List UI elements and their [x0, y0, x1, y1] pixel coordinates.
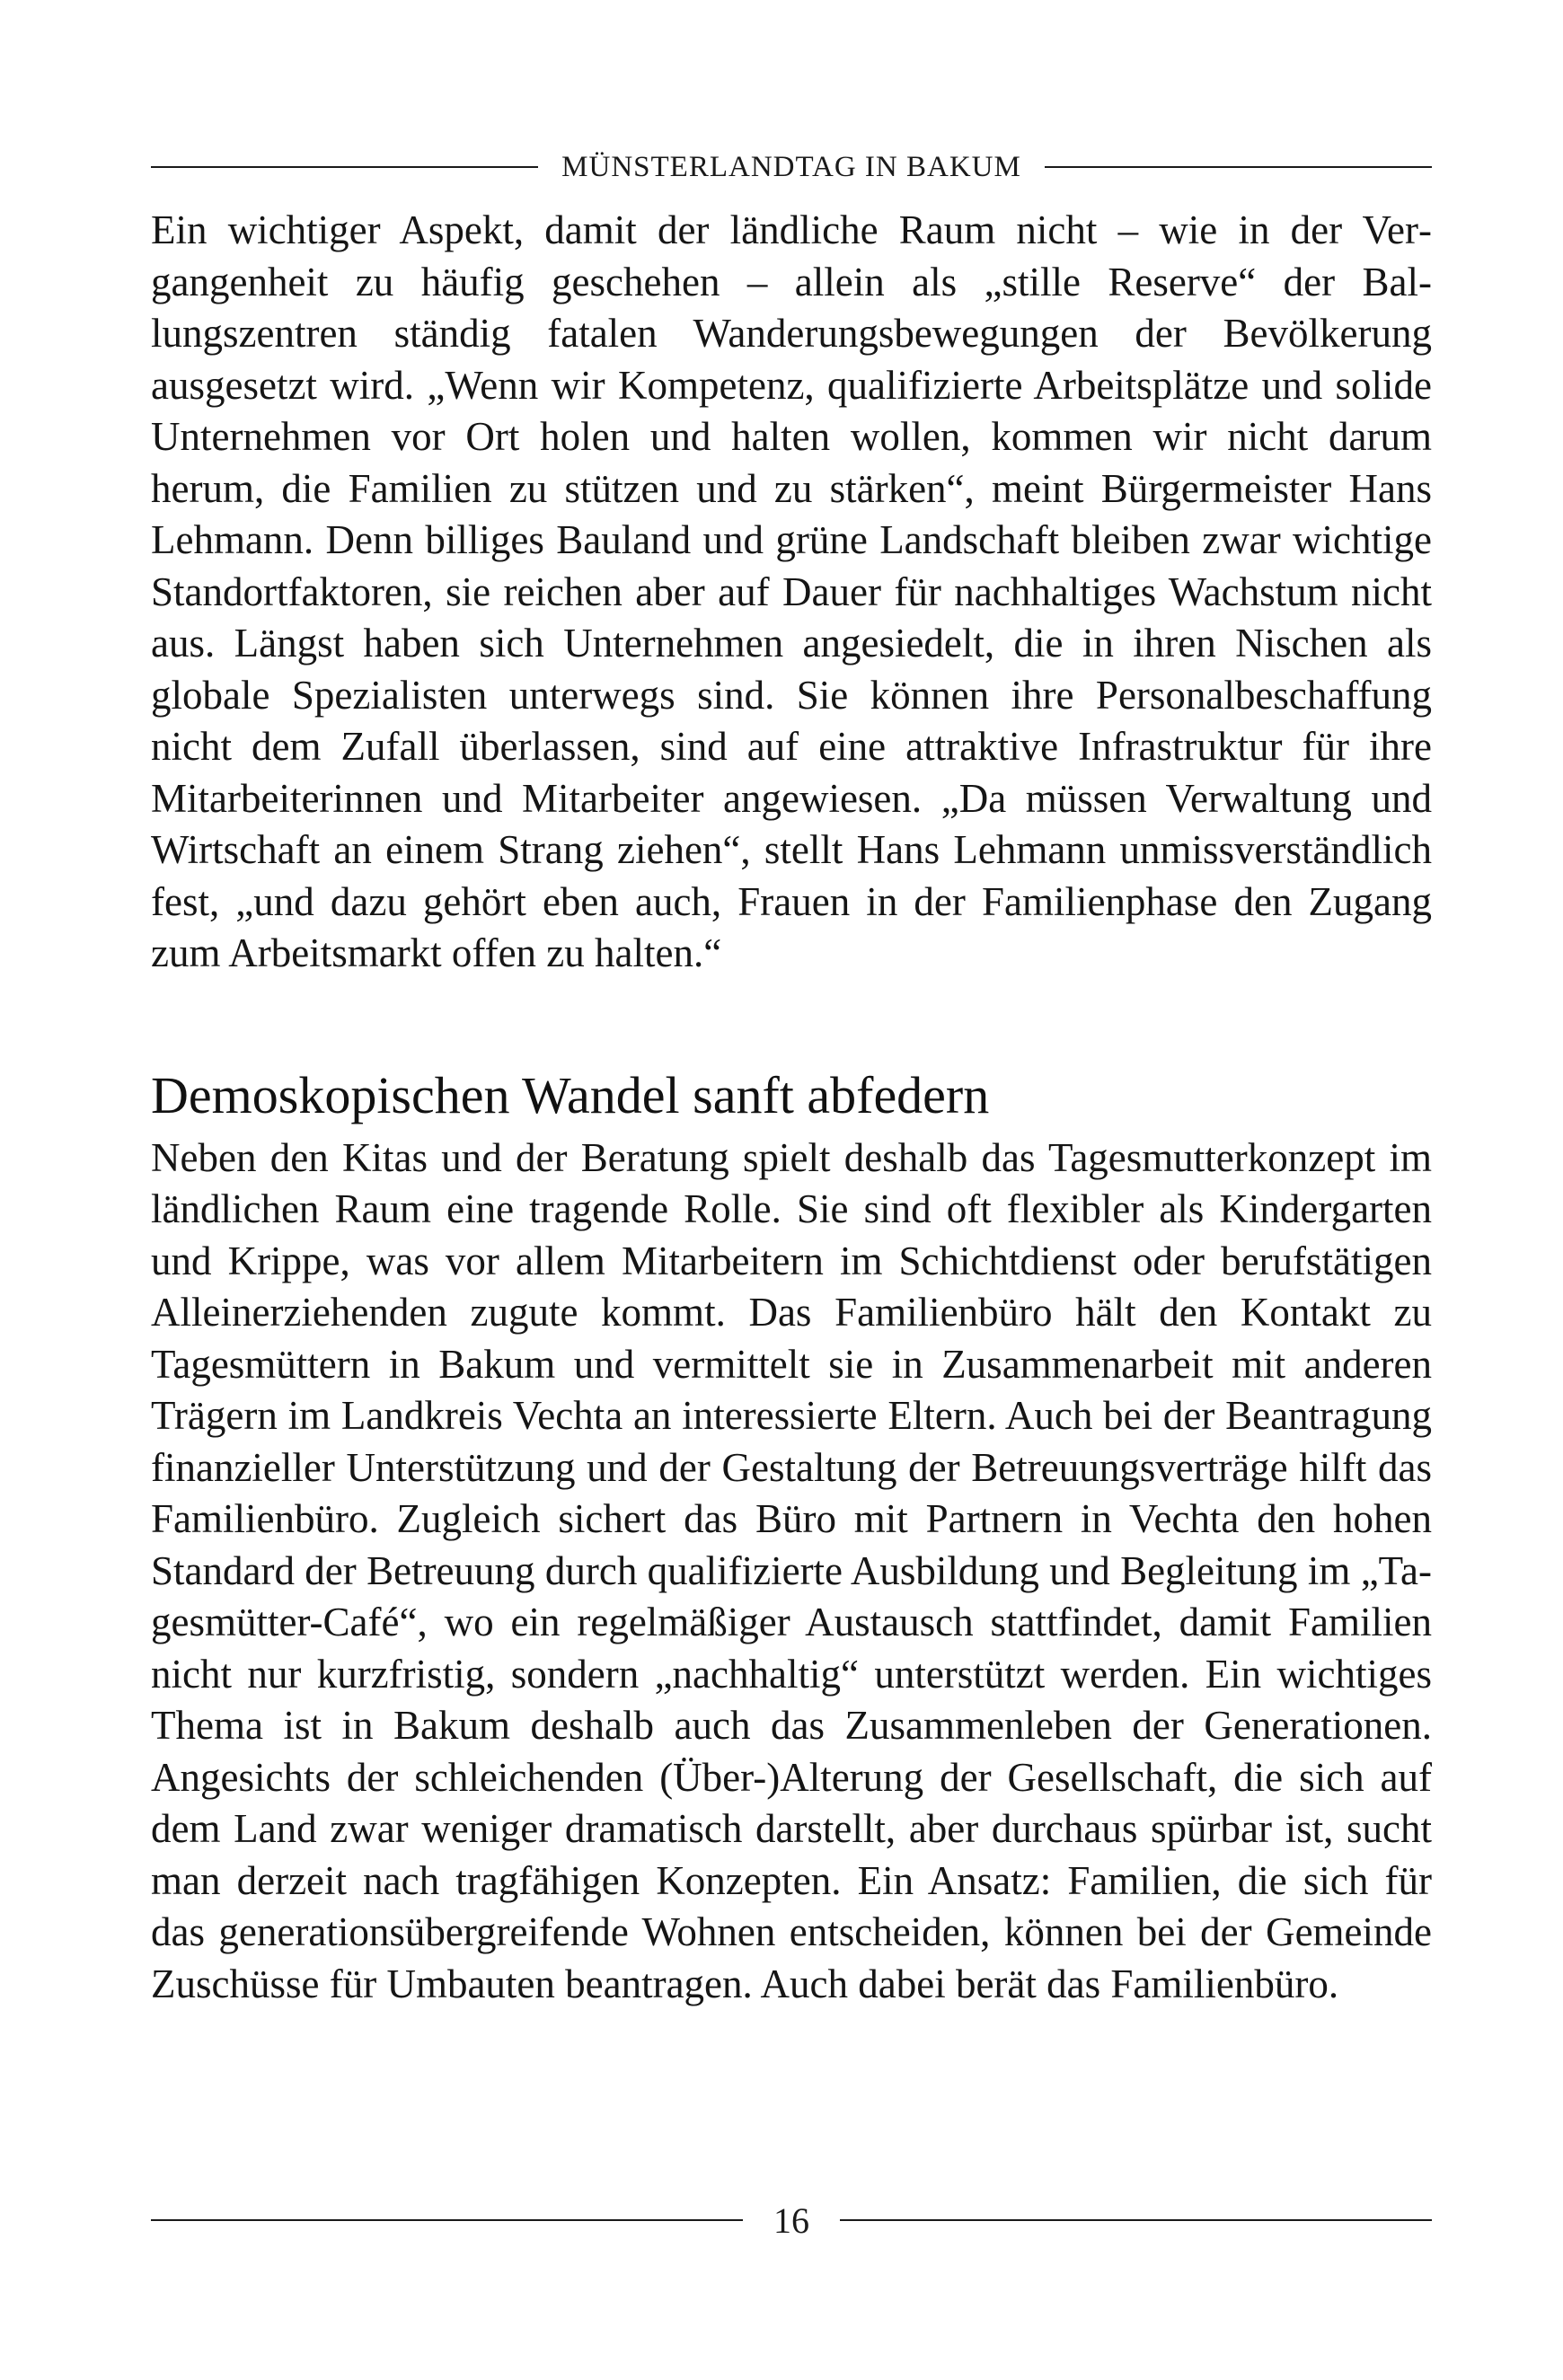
running-head-rule-left — [151, 166, 538, 168]
page-number: 16 — [773, 2199, 809, 2241]
body-paragraph-2: Neben den Kitas und der Beratung spielt deshalb das Tagesmutterkonzept im ländlichen Raum eine tragende Rolle. Sie sind oft flexibler als Kindergarten und Krippe, was vor allem Mitarbeitern im Schichtdienst oder berufstätigen Alleinerziehenden zugute kommt. Das Familienbüro hält den Kontakt zu Tagesmüttern in Bakum und vermittelt sie in Zusammenarbeit mit anderen Trägern im Landkreis Vechta an interessierte Eltern. Auch bei der Beantragung finanzieller Unterstützung und der Gestaltung der Betreuungsverträge hilft das Familienbüro. Zugleich sichert das Büro mit Partnern in Vechta den hohen Standard der Betreuung durch qualifizierte Ausbildung und Begleitung im „Tagesmütter-Café“, wo ein regelmäßiger Austausch stattfindet, damit Familien nicht nur kurzfristig, sondern „nachhaltig“ unterstützt werden. Ein wichtiges Thema ist in Bakum deshalb auch das Zusammenleben der Generationen. Angesichts der schleichenden (Über-)Alterung der Gesellschaft, die sich auf dem Land zwar weniger dramatisch darstellt, aber durchaus spürbar ist, sucht man derzeit nach tragfähigen Konzepten. Ein Ansatz: Familien, die sich für das generationsübergreifende Wohnen entscheiden, können bei der Gemeinde Zuschüsse für Umbauten beantragen. Auch dabei berät das Familienbüro. — [151, 1134, 1432, 2006]
running-head — [151, 135, 1432, 199]
section-heading: Demoskopischen Wandel sanft abfedern — [151, 1065, 990, 1124]
running-head-title: MÜNSTERLANDTAG IN BAKUM — [561, 150, 1021, 183]
page-footer — [151, 2193, 1432, 2247]
footer-rule-right — [840, 2219, 1432, 2221]
footer-rule-left — [151, 2219, 743, 2221]
running-head-rule-right — [1045, 166, 1432, 168]
document-page — [151, 135, 1432, 2263]
body-paragraph-1: Ein wichtiger Aspekt, damit der ländliche Raum nicht – wie in der Vergangenheit zu häufig geschehen – allein als „stille Reserve“ der Ballungszentren ständig fatalen Wanderungsbewegungen der Bevölkerung ausgesetzt wird. „Wenn wir Kompetenz, qualifizierte Arbeitsplätze und solide Unternehmen vor Ort holen und halten wollen, kommen wir nicht darum herum, die Familien zu stützen und zu stärken“, meint Bürgermeister Hans Lehmann. Denn billiges Bauland und grüne Landschaft bleiben zwar wichtige Standortfaktoren, sie reichen aber auf Dauer für nachhaltiges Wachstum nicht aus. Längst haben sich Unternehmen angesiedelt, die in ihren Nischen als globale Spezialisten unterwegs sind. Sie können ihre Personalbeschaffung nicht dem Zufall überlassen, sind auf eine attraktive Infrastruktur für ihre Mitarbeiterinnen und Mitarbeiter angewiesen. „Da müssen Verwaltung und Wirtschaft an einem Strang ziehen“, stellt Hans Lehmann unmissverständlich fest, „und dazu gehört eben auch, Frauen in der Familienphase den Zugang zum Arbeitsmarkt offen zu halten.“ — [151, 207, 1432, 975]
